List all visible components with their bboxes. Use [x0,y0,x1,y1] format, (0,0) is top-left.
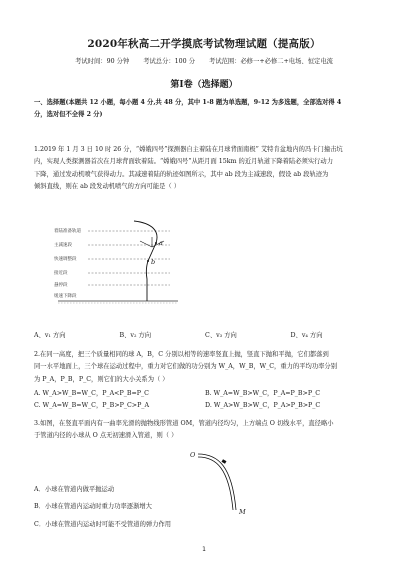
fig1-label-3: 接近段 [54,271,68,276]
v-arrow [140,241,152,247]
q3-options [34,484,376,531]
q3-option-a[interactable]: A．小球在管道内做平抛运动 [34,486,115,493]
fig1-label-5: 缓速下降段 [54,294,77,299]
q2-option-a[interactable]: A. W_A>W_B=W_C，P_A<P_B=P_C [34,390,149,397]
part1-heading-line2: 分，选对但不全得 2 分) [34,111,103,119]
question-1 [34,144,376,193]
q2-option-d[interactable]: D. W_A>W_B>W_C，P_A>P_B>P_C [205,402,321,410]
section-title: 第Ⅰ卷（选择题） [170,80,238,90]
q2-options [34,388,376,413]
exam-time: 考试时间：90 分钟 [75,58,130,65]
point-b-dot [147,260,149,262]
q1-option-a[interactable]: A、v₁ 方向 [34,332,66,339]
q2-line1: 2.在同一高度，把三个质量相同的球 A，B，C 分别以相等的速率竖直上抛，竖直下抛和平抛，它们都落到 [34,351,329,358]
point-a-dot [155,242,157,244]
fig1-label-1: 主减速段 [54,243,72,248]
fig1-label-0: 着陆准备轨道 [54,229,81,234]
exam-score: 考试总分：100 分 [143,58,195,65]
q3-option-c[interactable]: C．小球在管道内运动时可能不受管道的弹力作用 [34,520,172,528]
q1-line4: 倾斜直线，则在 ab 段发动机喷气的方向可能是（ ） [34,182,181,190]
q3-line2: 于管道内径的小球从 O 点无初速滑入管道，则（ ） [34,432,178,440]
page-number: 1 [202,546,206,553]
exam-scope: 考试范围：必修一+必修二+电场、恒定电流 [209,58,333,65]
q2-line3: 为 P_A，P_B，P_C，则它们的大小关系为（ ） [34,375,169,383]
part1-heading [34,97,376,122]
q2-option-c[interactable]: C. W_A=W_B=W_C，P_B>P_C>P_A [34,402,150,410]
exam-info [0,56,408,65]
question-2 [34,349,376,386]
q3-line1: 3.如图，在竖直平面内有一曲率光滑的抛物线形管道 OM，管道内径均匀，上方端点 O 切线水平，直径略小 [34,420,334,427]
fig3-point-m: M [239,508,246,516]
q3-option-b[interactable]: B．小球在管道内运动时重力功率逐渐增大 [34,503,152,511]
fig1-point-a: a [159,239,163,247]
ball-marker [222,459,227,464]
fig1-label-4: 悬停段 [54,283,68,288]
q1-option-c[interactable]: C、v₃ 方向 [205,332,237,339]
q1-option-d[interactable]: D、v₄ 方向 [290,332,323,339]
q1-line3: 下降，通过发动机喷气获得动力。其减速着陆的轨迹如图所示，其中 ab 段为主减速段，假设 ab 段轨迹为 [34,170,329,178]
q1-line1: 1.2019 年 1 月 3 日 10 时 26 分，“嫦娥四号”探测器自主着陆在月球背面南极” 艾特肯盆地内的冯卡门撞击坑 [34,146,343,153]
fig1-label-2: 快速调整段 [54,257,77,262]
question-3 [34,418,376,443]
part1-heading-line1: 一、选择题(本题共 12 小题，每小题 4 分,共 48 分，其中 1-8 题为单选题，9-12 为多选题，全部选对得 4 [34,99,342,106]
q1-options [34,330,376,342]
q1-option-b[interactable]: B、v₂ 方向 [119,332,152,339]
fig3-point-o: O [190,451,196,459]
lander-trajectory-figure [52,217,182,317]
fig1-point-b: b [151,258,156,266]
q1-line2: 内，实现人类探测器首次在月球背面软着陆。“嫦娥四号”从距月面 15km 的近月轨道下降着陆必须实行动力 [34,158,334,166]
page-title: 2020年秋高二开学摸底考试物理试题（提高版） [87,38,321,50]
q2-line2: 同一水平地面上，三个球在运动过程中，重力对它们做的功分别为 W_A，W_B，W_C，重力的平均功率分别 [34,363,338,371]
q2-option-b[interactable]: B. W_A=W_B>W_C，P_A=P_B>P_C [205,390,321,397]
